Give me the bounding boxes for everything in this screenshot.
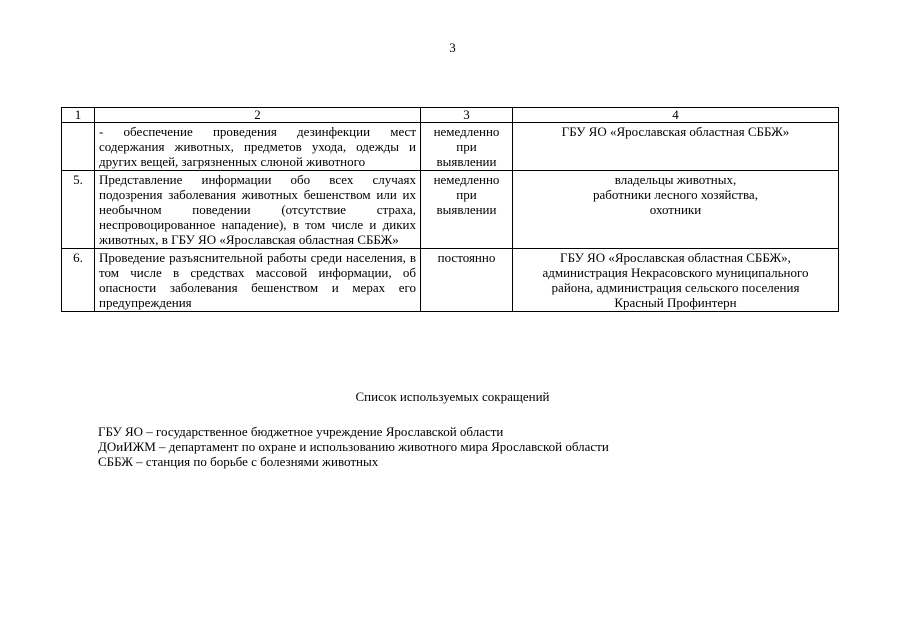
deadline-line: выявлении — [436, 154, 497, 169]
measure-text: - обеспечение проведения дезинфекции мест содержания животных, предметов ухода, одежды и других вещей, загрязненных слюной животного — [95, 123, 421, 171]
row-number — [62, 123, 95, 171]
table-row — [62, 171, 839, 249]
deadline-line: при — [456, 139, 477, 154]
table-header-row — [62, 108, 839, 123]
row-number: 6. — [62, 249, 95, 312]
header-cell: 2 — [95, 108, 421, 123]
deadline-cell — [421, 171, 513, 249]
page-number: 3 — [449, 40, 456, 55]
responsible-line: администрация Некрасовского муниципального — [542, 265, 809, 280]
deadline-line: немедленно — [433, 124, 500, 139]
header-cell: 1 — [62, 108, 95, 123]
responsible-line: Красный Профинтерн — [614, 295, 737, 310]
measure-text: Представление информации обо всех случаях подозрения заболевания животных бешенством или их необычном поведении (отсутствие страха, неспровоцированное нападение), в том числе и диких животных, в ГБУ ЯО «Ярославская областная СББЖ» — [95, 171, 421, 249]
deadline-line: при — [456, 187, 477, 202]
responsible-cell — [513, 249, 839, 312]
deadline-cell — [421, 249, 513, 312]
table-row — [62, 249, 839, 312]
responsible-line: ГБУ ЯО «Ярославская областная СББЖ» — [561, 124, 790, 139]
measure-text: Проведение разъяснительной работы среди населения, в том числе в средствах массовой информации, об опасности заболевания бешенством и мерах его предупреждения — [95, 249, 421, 312]
responsible-line: ГБУ ЯО «Ярославская областная СББЖ», — [560, 250, 791, 265]
deadline-line: выявлении — [436, 202, 497, 217]
row-number: 5. — [62, 171, 95, 249]
deadline-cell — [421, 123, 513, 171]
responsible-cell — [513, 171, 839, 249]
responsible-cell — [513, 123, 839, 171]
table-row — [62, 123, 839, 171]
header-cell: 4 — [513, 108, 839, 123]
abbreviation-item: ГБУ ЯО – государственное бюджетное учреждение Ярославской области — [98, 424, 504, 439]
abbreviation-item: СББЖ – станция по борьбе с болезнями животных — [98, 454, 379, 469]
measures-table — [61, 107, 839, 312]
responsible-line: района, администрация сельского поселения — [551, 280, 800, 295]
responsible-line: владельцы животных, — [614, 172, 737, 187]
header-cell: 3 — [421, 108, 513, 123]
abbreviation-item: ДОиИЖМ – департамент по охране и использованию животного мира Ярославской области — [98, 439, 609, 454]
abbreviations-title: Список используемых сокращений — [355, 389, 550, 404]
responsible-line: охотники — [649, 202, 702, 217]
deadline-line: немедленно — [433, 172, 500, 187]
abbreviations-list — [98, 424, 818, 469]
responsible-line: работники лесного хозяйства, — [593, 187, 758, 202]
deadline-line: постоянно — [437, 250, 496, 265]
